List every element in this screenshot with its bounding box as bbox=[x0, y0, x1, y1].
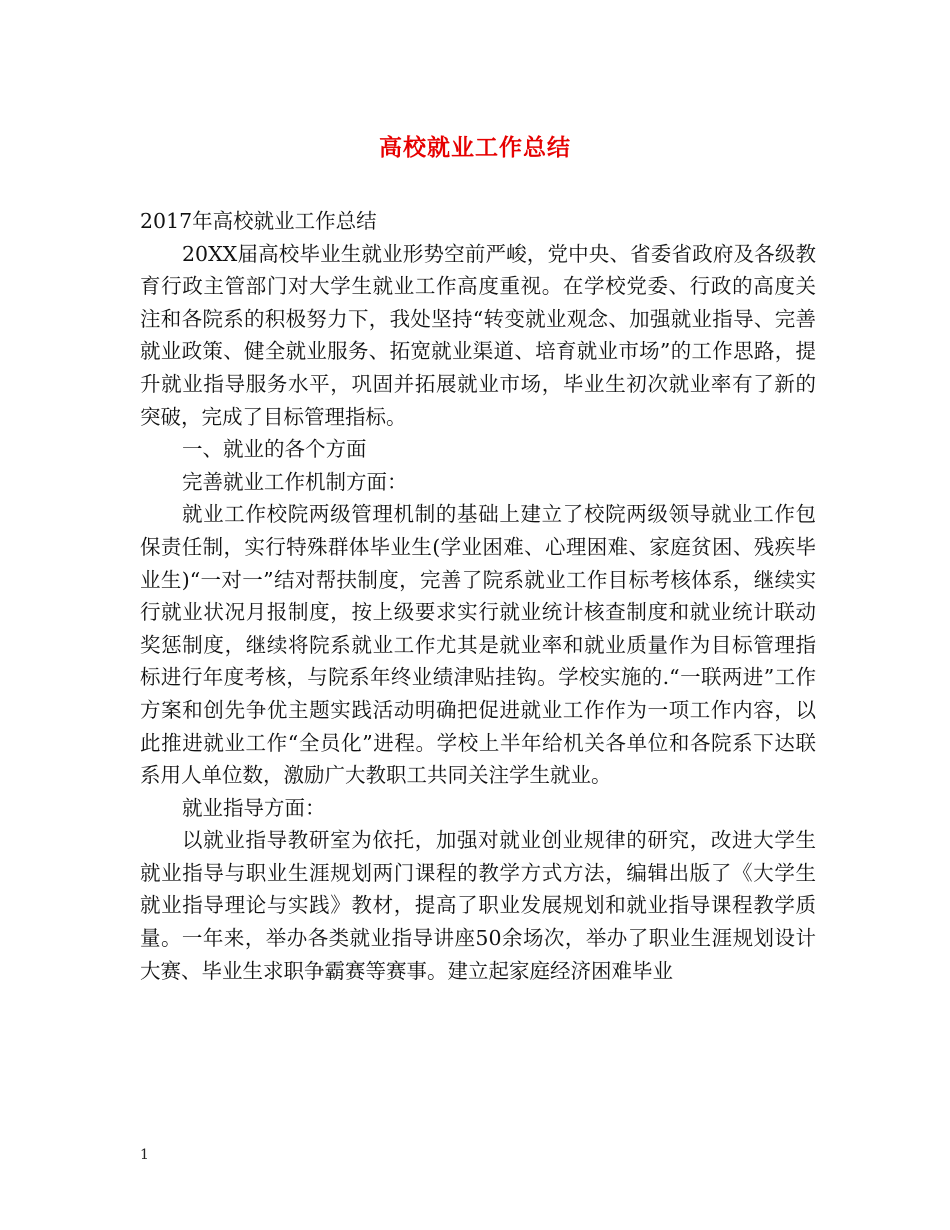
document-title: 高校就业工作总结 bbox=[379, 134, 571, 161]
paragraph-subtitle: 2017年高校就业工作总结 bbox=[140, 209, 377, 233]
subsection-heading-mechanism: 完善就业工作机制方面： bbox=[182, 469, 408, 494]
paragraph-guidance: 以就业指导教研室为依托，加强对就业创业规律的研究，改进大学生就业指导与职业生涯规划两门课程的教学方式方法，编辑出版了《大学生就业指导理论与实践》教材，提高了职业发展规划和就业指导课程教学质量。一年来，举办各类就业指导讲座50余场次，举办了职业生涯规划设计大赛、毕业生求职争霸赛等赛事。建立起家庭经济困难毕业 bbox=[140, 828, 816, 983]
document-body bbox=[140, 205, 816, 987]
section-heading: 一、就业的各个方面 bbox=[182, 437, 367, 462]
page-number: 1 bbox=[140, 1147, 149, 1163]
subsection-heading-guidance: 就业指导方面： bbox=[182, 795, 326, 820]
paragraph-intro: 20XX届高校毕业生就业形势空前严峻，党中央、省委省政府及各级教育行政主管部门对大学生就业工作高度重视。在学校党委、行政的高度关注和各院系的积极努力下，我处坚持“转变就业观念、加强就业指导、完善就业政策、健全就业服务、拓宽就业渠道、培育就业市场”的工作思路，提升就业指导服务水平，巩固并拓展就业市场，毕业生初次就业率有了新的突破，完成了目标管理指标。 bbox=[140, 241, 816, 429]
paragraph-mechanism: 就业工作校院两级管理机制的基础上建立了校院两级领导就业工作包保责任制，实行特殊群体毕业生(学业困难、心理困难、家庭贫困、残疾毕业生)“一对一”结对帮扶制度，完善了院系就业工作目标考核体系，继续实行就业状况月报制度，按上级要求实行就业统计核查制度和就业统计联动奖惩制度，继续将院系就业工作尤其是就业率和就业质量作为目标管理指标进行年度考核，与院系年终业绩津贴挂钩。学校实施的.“一联两进”工作方案和创先争优主题实践活动明确把促进就业工作作为一项工作内容，以此推进就业工作“全员化”进程。学校上半年给机关各单位和各院系下达联系用人单位数，激励广大教职工共同关注学生就业。 bbox=[140, 502, 816, 788]
